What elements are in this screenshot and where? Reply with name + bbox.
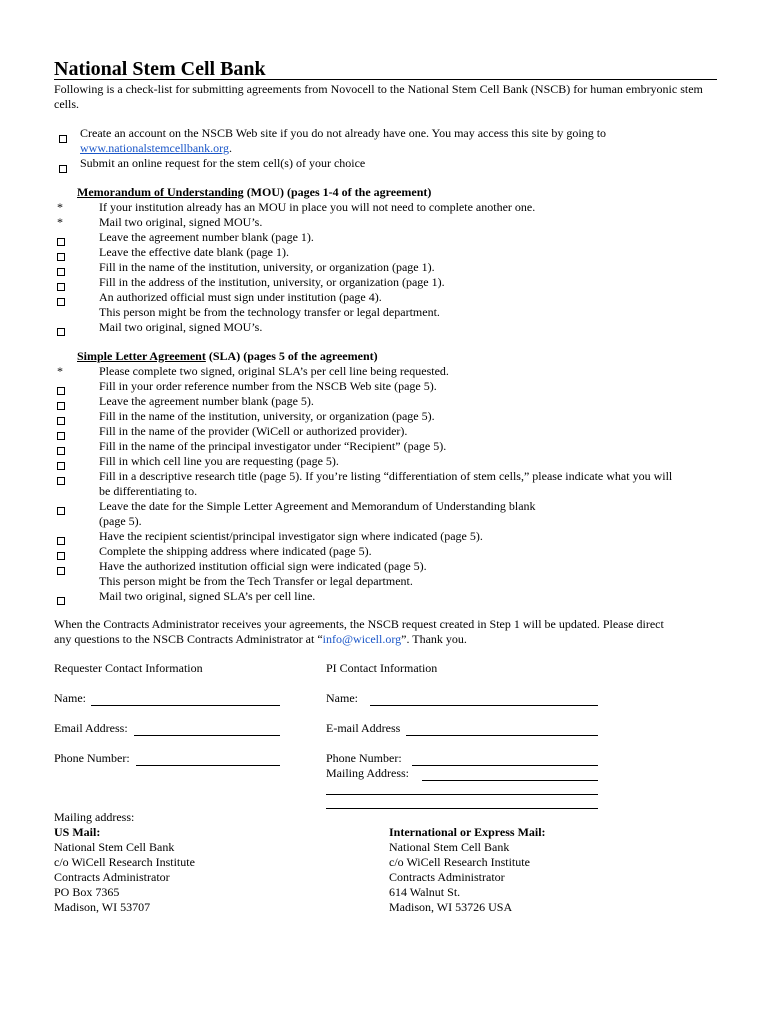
mou-item-text: This person might be from the technology transfer or legal department. xyxy=(99,305,440,319)
mou-asterisk: * xyxy=(57,215,63,229)
sla-item-text: be differentiating to. xyxy=(99,484,198,498)
sla-checkbox[interactable] xyxy=(57,534,65,549)
requester-email-label: Email Address: xyxy=(54,721,128,735)
sla-item-text: Have the authorized institution official sign were indicated (page 5). xyxy=(99,559,427,573)
intl-mail-heading: International or Express Mail: xyxy=(389,825,546,839)
mou-checkbox[interactable] xyxy=(57,295,65,310)
address-line: Madison, WI 53726 USA xyxy=(389,900,513,914)
requester-name-field[interactable] xyxy=(91,705,280,706)
step1-link-line: www.nationalstemcellbank.org. xyxy=(80,141,232,155)
mou-checkbox[interactable] xyxy=(57,235,65,250)
sla-checkbox[interactable] xyxy=(57,384,65,399)
mou-item-text: Fill in the address of the institution, university, or organization (page 1). xyxy=(99,275,445,289)
pi-email-label: E-mail Address xyxy=(326,721,401,735)
mou-checkbox[interactable] xyxy=(57,265,65,280)
pi-phone-field[interactable] xyxy=(412,765,598,766)
nscb-website-link[interactable]: www.nationalstemcellbank.org xyxy=(80,141,229,155)
step2-checkbox[interactable] xyxy=(59,162,67,177)
pi-heading: PI Contact Information xyxy=(326,661,438,675)
sla-item-text: Please complete two signed, original SLA’s per cell line being requested. xyxy=(99,364,449,378)
mou-item-text: Mail two original, signed MOU’s. xyxy=(99,320,263,334)
mou-checkbox[interactable] xyxy=(57,325,65,340)
address-line: PO Box 7365 xyxy=(54,885,120,899)
address-line: c/o WiCell Research Institute xyxy=(54,855,195,869)
closing-line1: When the Contracts Administrator receives your agreements, the NSCB request created in Step 1 will be updated. Please direct xyxy=(54,617,664,631)
closing-line2: any questions to the NSCB Contracts Administrator at “info@wicell.org”. Thank you. xyxy=(54,632,467,646)
requester-phone-field[interactable] xyxy=(136,765,280,766)
title-rule xyxy=(54,79,717,80)
mou-asterisk: * xyxy=(57,200,63,214)
sla-checkbox[interactable] xyxy=(57,474,65,489)
sla-checkbox[interactable] xyxy=(57,459,65,474)
address-line: National Stem Cell Bank xyxy=(389,840,510,854)
mou-item-text: Mail two original, signed MOU’s. xyxy=(99,215,263,229)
pi-mailing-label: Mailing Address: xyxy=(326,766,409,780)
step1-text: Create an account on the NSCB Web site if you do not already have one. You may access this site by going to xyxy=(80,126,607,140)
pi-mailing-field-1[interactable] xyxy=(422,780,598,781)
sla-item-text: Fill in your order reference number from the NSCB Web site (page 5). xyxy=(99,379,437,393)
pi-email-field[interactable] xyxy=(406,735,598,736)
address-line: Madison, WI 53707 xyxy=(54,900,151,914)
sla-item-text: (page 5). xyxy=(99,514,142,528)
pi-phone-label: Phone Number: xyxy=(326,751,402,765)
sla-item-text: Fill in a descriptive research title (page 5). If you’re listing “differentiation of stem cells,” please indicate what you will xyxy=(99,469,673,483)
step1-checkbox[interactable] xyxy=(59,132,67,147)
mou-item-text: Leave the agreement number blank (page 1). xyxy=(99,230,314,244)
us-mail-heading: US Mail: xyxy=(54,825,101,839)
sla-item-text: Complete the shipping address where indicated (page 5). xyxy=(99,544,372,558)
sla-heading: Simple Letter Agreement (SLA) (pages 5 of the agreement) xyxy=(77,349,378,363)
sla-item-text: Mail two original, signed SLA’s per cell line. xyxy=(99,589,316,603)
sla-checkbox[interactable] xyxy=(57,564,65,579)
mou-heading: Memorandum of Understanding (MOU) (pages 1-4 of the agreement) xyxy=(77,185,432,199)
mou-item-text: Leave the effective date blank (page 1). xyxy=(99,245,290,259)
sla-checkbox[interactable] xyxy=(57,429,65,444)
mou-item-text: If your institution already has an MOU in place you will not need to complete another one. xyxy=(99,200,536,214)
sla-item-text: This person might be from the Tech Transfer or legal department. xyxy=(99,574,413,588)
pi-mailing-field-3[interactable] xyxy=(326,808,598,809)
sla-item-text: Fill in which cell line you are requesting (page 5). xyxy=(99,454,339,468)
step2-text: Submit an online request for the stem cell(s) of your choice xyxy=(80,156,366,170)
address-line: Contracts Administrator xyxy=(389,870,505,884)
address-line: 614 Walnut St. xyxy=(389,885,461,899)
address-line: National Stem Cell Bank xyxy=(54,840,175,854)
requester-email-field[interactable] xyxy=(134,735,280,736)
mou-item-text: An authorized official must sign under institution (page 4). xyxy=(99,290,382,304)
requester-name-label: Name: xyxy=(54,691,86,705)
sla-item-text: Fill in the name of the provider (WiCell or authorized provider). xyxy=(99,424,408,438)
sla-item-text: Leave the agreement number blank (page 5). xyxy=(99,394,314,408)
mailing-label: Mailing address: xyxy=(54,810,135,824)
sla-item-text: Fill in the name of the principal investigator under “Recipient” (page 5). xyxy=(99,439,447,453)
pi-mailing-field-2[interactable] xyxy=(326,794,598,795)
sla-checkbox[interactable] xyxy=(57,549,65,564)
page-title: National Stem Cell Bank xyxy=(54,58,266,80)
mou-checkbox[interactable] xyxy=(57,250,65,265)
sla-item-text: Have the recipient scientist/principal investigator sign where indicated (page 5). xyxy=(99,529,483,543)
mou-checkbox[interactable] xyxy=(57,280,65,295)
pi-name-label: Name: xyxy=(326,691,358,705)
address-line: Contracts Administrator xyxy=(54,870,170,884)
sla-checkbox[interactable] xyxy=(57,444,65,459)
mou-item-text: Fill in the name of the institution, university, or organization (page 1). xyxy=(99,260,435,274)
sla-checkbox[interactable] xyxy=(57,594,65,609)
requester-phone-label: Phone Number: xyxy=(54,751,130,765)
contact-email-link[interactable]: info@wicell.org xyxy=(322,632,402,646)
address-line: c/o WiCell Research Institute xyxy=(389,855,530,869)
sla-checkbox[interactable] xyxy=(57,504,65,519)
intro-text: Following is a check-list for submitting agreements from Novocell to the National Stem Cell Bank (NSCB) for human embryonic stem cells. xyxy=(54,82,703,111)
sla-checkbox[interactable] xyxy=(57,414,65,429)
sla-item-text: Fill in the name of the institution, university, or organization (page 5). xyxy=(99,409,435,423)
pi-name-field[interactable] xyxy=(370,705,598,706)
requester-heading: Requester Contact Information xyxy=(54,661,203,675)
sla-checkbox[interactable] xyxy=(57,399,65,414)
sla-asterisk: * xyxy=(57,364,63,378)
sla-item-text: Leave the date for the Simple Letter Agreement and Memorandum of Understanding blank xyxy=(99,499,536,513)
